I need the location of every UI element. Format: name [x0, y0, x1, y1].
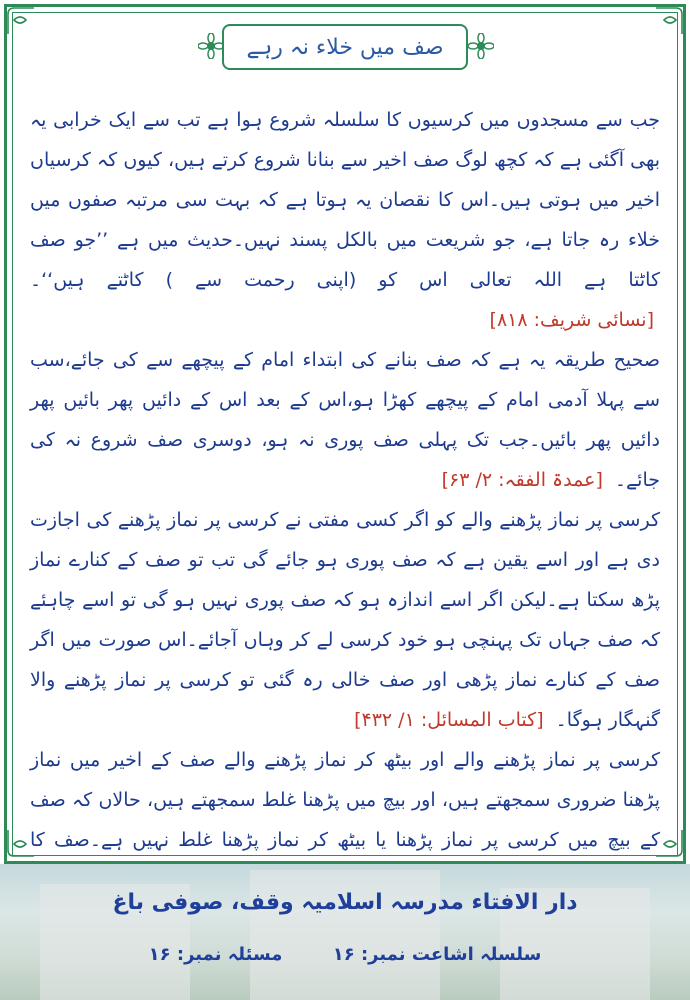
paragraph-text: صحیح طریقہ یہ ہے کہ صف بنانے کی ابتداء امام کے پیچھے سے کی جائے،سب سے پہلا آدمی امام کے پیچھے کھڑا ہو،اس کے بعد اس کے دائیں پھر بائیں پھر دائیں پھر بائیں۔جب تک پہلی صف پوری نہ ہو، دوسری صف شروع نہ کی جائے۔: [30, 349, 660, 491]
flower-ornament-icon: [468, 33, 494, 59]
institution-name: دار الافتاء مدرسہ اسلامیہ وقف، صوفی باغ: [112, 890, 578, 915]
reference-citation: [نسائی شریف: ۸۱۸]: [489, 309, 654, 331]
title-box: [222, 24, 468, 70]
reference-citation: [عمدۃ الفقہ: ۲/ ۶۳]: [441, 469, 603, 491]
flower-ornament-icon: [198, 33, 224, 59]
paragraph-text: کرسی پر نماز پڑھنے والے کو اگر کسی مفتی نے کرسی پر نماز پڑھنے کی اجازت دی ہے اور اسے یقین ہے کہ صف پوری ہو جائے گی تب تو صف کے کنارے نماز پڑھ سکتا ہے۔لیکن اگر اسے اندازہ ہو کہ صف پوری نہیں ہو گی تو اسے چاہئے کہ صف جہاں تک پہنچی ہو خود کرسی لے کر وہاں آجائے۔اس صورت میں اگر صف کے کنارے نماز پڑھی اور صف خالی رہ گئی تو کرسی پر نماز پڑھنے والا گنہگار ہوگا۔: [30, 509, 660, 731]
page-title: صف میں خلاء نہ رہے: [246, 34, 444, 60]
paragraph-text: جب سے مسجدوں میں کرسیوں کا سلسلہ شروع ہوا ہے تب سے ایک خرابی یہ بھی آگئی ہے کہ کچھ لوگ صف اخیر سے بنانا شروع کرتے ہیں، کیوں کہ کرسیاں اخیر میں ہوتی ہیں۔اس کا نقصان یہ ہوتا ہے کہ بہت سی مرتبہ صفوں میں خلاء رہ جاتا ہے، جو شریعت میں بالکل پسند نہیں۔حدیث میں ہے ’’جو صف کاٹتا ہے اللہ تعالی اس کو (اپنی رحمت سے ) کاٹتے ہیں‘‘۔: [30, 109, 660, 291]
series-number: سلسلہ اشاعت نمبر: ۱۶: [332, 944, 542, 965]
footer-banner: [0, 864, 690, 1000]
corner-ornament-icon: [654, 6, 684, 36]
article-body: [30, 100, 660, 900]
paragraph-3: [30, 500, 660, 740]
publication-info: [0, 944, 690, 965]
paragraph-2: [30, 340, 660, 500]
paragraph-text: کرسی پر نماز پڑھنے والے اور بیٹھ کر نماز پڑھنے والے صف کے اخیر میں نماز پڑھنا ضروری سمجھتے ہیں، اور بیچ میں پڑھنا غلط سمجھتے ہیں، حالاں کہ صف کے بیچ میں کرسی پر نماز پڑھنا یا بیٹھ کر نماز پڑھنا غلط نہیں ہے۔صف کا: [30, 749, 660, 851]
corner-ornament-icon: [6, 6, 36, 36]
paragraph-1: [30, 100, 660, 340]
issue-number: مسئلہ نمبر: ۱۶: [148, 944, 283, 965]
reference-citation: [کتاب المسائل: ۱/ ۴۳۲]: [354, 709, 544, 731]
